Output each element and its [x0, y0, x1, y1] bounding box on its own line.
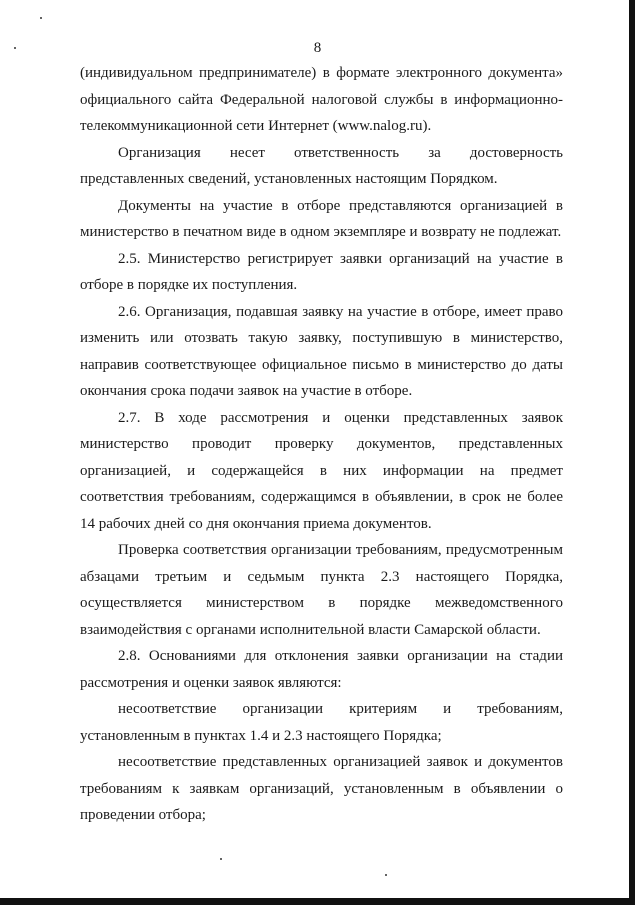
page-number: 8 [313, 40, 322, 56]
scan-speck [385, 874, 387, 876]
paragraph-clause-2-5: 2.5. Министерство регистрирует заявки организаций на участие в отборе в порядке их поступления. [80, 250, 563, 293]
paragraph-rejection-reason-1: несоответствие организации критериям и требованиям, установленным в пунктах 1.4 и 2.3 настоящего Порядка; [80, 701, 563, 744]
paragraph-continuation: (индивидуальном предпринимателе) в формате электронного документа» официального сайта Федеральной налоговой службы в информационно-телекоммуникационной сети Интернет (www.nalog.ru). [80, 65, 563, 134]
paragraph-clause-2-6: 2.6. Организация, подавшая заявку на участие в отборе, имеет право изменить или отозвать такую заявку, поступившую в министерство, направив соответствующее официальное письмо в министерство до даты окончания срока подачи заявок на участие в отборе. [80, 303, 563, 399]
paragraph-compliance-check: Проверка соответствия организации требованиям, предусмотренным абзацами третьим и седьмым пункта 2.3 настоящего Порядка, осуществляется министерством в порядке межведомственного взаимодействия с органами исполнительной власти Самарской области. [80, 542, 563, 638]
paragraph-clause-2-7: 2.7. В ходе рассмотрения и оценки представленных заявок министерство проводит проверку документов, представленных организацией, и содержащейся в них информации на предмет соответствия требованиям, содержащимся в объявлении, в срок не более 14 рабочих дней со дня окончания приема документов. [80, 409, 563, 532]
paragraph-rejection-reason-2: несоответствие представленных организацией заявок и документов требованиям к заявкам организаций, установленным в объявлении о проведении отбора; [80, 754, 563, 823]
scan-speck [220, 858, 222, 860]
paragraph-responsibility: Организация несет ответственность за достоверность представленных сведений, установленных настоящим Порядком. [80, 144, 563, 187]
scan-right-edge [629, 0, 635, 905]
scan-speck [40, 17, 42, 19]
paragraph-documents-submission: Документы на участие в отборе представляются организацией в министерство в печатном виде в одном экземпляре и возврату не подлежат. [80, 197, 563, 240]
scan-bottom-edge [0, 898, 635, 905]
paragraph-clause-2-8: 2.8. Основаниями для отклонения заявки организации на стадии рассмотрения и оценки заявок являются: [80, 648, 563, 691]
document-body [80, 60, 563, 829]
